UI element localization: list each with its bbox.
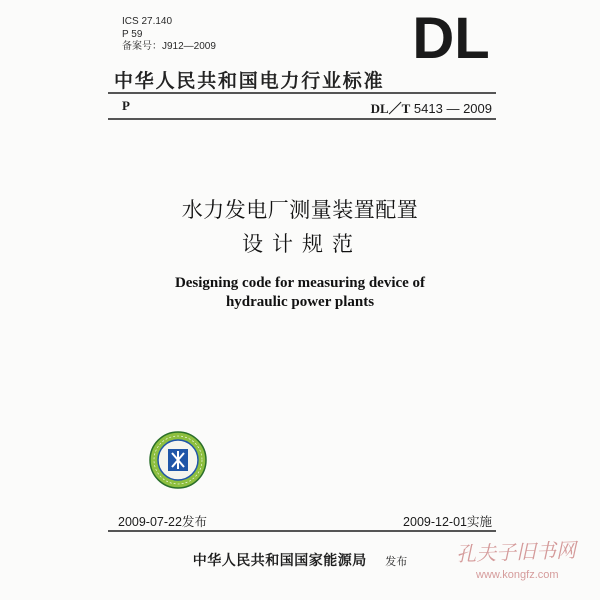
standard-number-value: 5413 — 2009 [413, 101, 492, 116]
document-title-cn-line1: 水力发电厂测量装置配置 [181, 198, 419, 222]
publisher-action: 发布 [385, 555, 408, 568]
publisher-seal-icon [148, 430, 208, 490]
ics-code: ICS 27.140 [122, 16, 173, 27]
divider-bottom [108, 530, 496, 532]
p-code: P 59 [122, 28, 143, 40]
document-title-en-line2: hydraulic power plants [225, 294, 375, 310]
publisher-organization: 中华人民共和国国家能源局 [192, 553, 367, 569]
category-code: P [122, 98, 130, 113]
document-title-cn-line2: 设计规范 [242, 232, 362, 256]
standard-number-prefix: DL／T [370, 101, 411, 116]
watermark-logo-text: 孔夫子旧书网 [455, 537, 577, 567]
issue-date: 2009-07-22发布 [118, 515, 207, 529]
record-number: 备案号：J912—2009 [122, 41, 216, 52]
implementation-date: 2009-12-01实施 [403, 515, 492, 529]
standard-series-title: 中华人民共和国电力行业标准 [114, 70, 385, 92]
standard-number [371, 98, 492, 117]
dl-logo [410, 8, 492, 66]
classification-block [122, 16, 216, 54]
watermark-url: www.kongfz.com [476, 569, 559, 581]
divider-top [108, 92, 496, 94]
document-title-en-line1: Designing code for measuring device of [174, 275, 426, 291]
dl-logo-text: DL [412, 8, 490, 66]
divider-middle [108, 118, 496, 120]
